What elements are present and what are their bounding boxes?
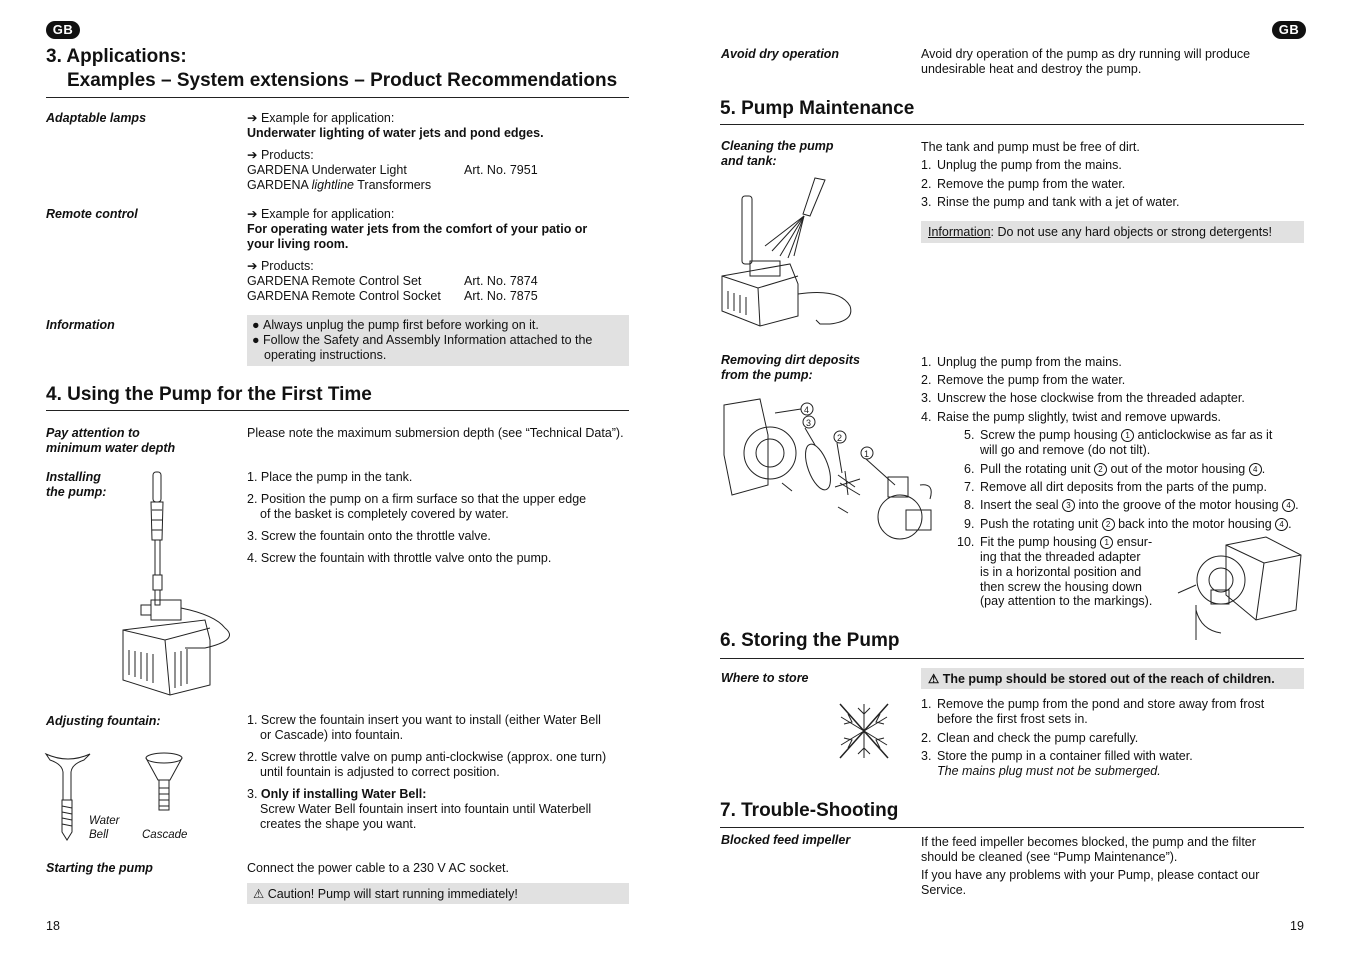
store-step-1: 1. Remove the pump from the pond and store away from frost: [921, 697, 1265, 711]
clean-label-2: and tank:: [721, 154, 777, 168]
svg-text:3: 3: [806, 418, 812, 428]
start-text: Connect the power cable to a 230 V AC socket.: [247, 861, 509, 875]
product-lightline-transformers: GARDENA lightline Transformers: [247, 178, 432, 192]
remote-control-example-prefix: ➔ Example for application:: [247, 207, 395, 221]
svg-text:1: 1: [864, 449, 870, 459]
pump-fountain-illustration: [115, 470, 245, 700]
section5-title: 5. Pump Maintenance: [720, 98, 915, 119]
adjust-step-3-cont: Screw Water Bell fountain insert into fountain until Waterbell: [260, 802, 592, 816]
clean-intro: The tank and pump must be free of dirt.: [921, 140, 1140, 154]
adjust-step-2: 2. Screw throttle valve on pump anti-clockwise (approx. one turn): [247, 750, 607, 764]
remove-step-8: 8. Insert the seal 3 into the groove of the motor housing 4 .: [964, 498, 1299, 512]
depth-label-2: minimum water depth: [46, 441, 176, 455]
remove-step-10-cont-4: (pay attention to the markings).: [980, 594, 1153, 608]
install-step-2-cont: of the basket is completely covered by water.: [260, 507, 509, 521]
trouble-text-4: Service.: [921, 883, 967, 897]
install-step-4: 4. Screw the fountain with throttle valve onto the pump.: [247, 551, 552, 565]
left-page: [0, 0, 675, 954]
product-underwater-light-art: Art. No. 7951: [464, 163, 538, 177]
no-frost-snowflake-icon: [836, 700, 892, 762]
install-step-3: 3. Screw the fountain onto the throttle valve.: [247, 529, 491, 543]
remote-control-products-prefix: ➔ Products:: [247, 259, 314, 273]
right-page: [676, 0, 1351, 954]
trouble-text-3: If you have any problems with your Pump, please contact our: [921, 868, 1260, 882]
adaptable-lamps-products-prefix: ➔ Products:: [247, 148, 314, 162]
remove-step-2: 2. Remove the pump from the water.: [921, 373, 1126, 387]
remove-step-5: 5. Screw the pump housing 1 anticlockwise as far as it: [964, 428, 1273, 442]
section3-rule: [46, 97, 629, 98]
information-bullet-2-cont: operating instructions.: [264, 348, 387, 362]
svg-text:4: 4: [804, 405, 810, 415]
gb-language-badge: GB: [46, 21, 80, 39]
clean-step-3: 3. Rinse the pump and tank with a jet of water.: [921, 195, 1180, 209]
remove-step-6: 6. Pull the rotating unit 2 out of the motor housing 4 .: [964, 462, 1266, 476]
adjust-step-1: 1. Screw the fountain insert you want to install (either Water Bell: [247, 713, 601, 727]
cascade-label: Cascade: [142, 829, 188, 841]
adjust-label: Adjusting fountain:: [46, 714, 161, 728]
install-step-2: 2. Position the pump on a firm surface so that the upper edge: [247, 492, 587, 506]
blocked-impeller-label: Blocked feed impeller: [721, 833, 851, 847]
install-label-1: Installing: [46, 470, 101, 484]
store-step-1-cont: before the first frost sets in.: [937, 712, 1088, 726]
remove-step-3: 3. Unscrew the hose clockwise from the threaded adapter.: [921, 391, 1245, 405]
storage-warning-text: ⚠ The pump should be stored out of the reach of children.: [928, 672, 1275, 686]
section4-title: 4. Using the Pump for the First Time: [46, 384, 372, 405]
remove-step-7: 7. Remove all dirt deposits from the parts of the pump.: [964, 480, 1267, 494]
product-remote-control-set: GARDENA Remote Control Set: [247, 274, 422, 288]
pump-cleaning-illustration: [720, 176, 860, 331]
adjust-step-1-cont: or Cascade) into fountain.: [260, 728, 404, 742]
section3-title-line2: Examples – System extensions – Product Recommendations: [67, 70, 618, 91]
install-step-1: 1. Place the pump in the tank.: [247, 470, 413, 484]
adaptable-lamps-example-prefix: ➔ Example for application:: [247, 111, 395, 125]
depth-text: Please note the maximum submersion depth (see “Technical Data”).: [247, 426, 624, 440]
clean-step-2: 2. Remove the pump from the water.: [921, 177, 1126, 191]
section4-rule: [46, 410, 629, 411]
adjust-step-2-cont: until fountain is adjusted to correct position.: [260, 765, 500, 779]
remove-step-1: 1. Unplug the pump from the mains.: [921, 355, 1122, 369]
information-bullet-2: ● Follow the Safety and Assembly Information attached to the: [252, 333, 593, 347]
water-bell-label-2: Bell: [89, 829, 109, 841]
adaptable-lamps-example-text: Underwater lighting of water jets and pond edges.: [247, 126, 544, 140]
product-remote-control-socket: GARDENA Remote Control Socket: [247, 289, 441, 303]
warning-triangle-icon: ⚠: [928, 672, 940, 686]
maintenance-info-text: Information: Do not use any hard objects or strong detergents!: [928, 225, 1272, 239]
remove-step-10: 10. Fit the pump housing 1 ensur-: [957, 535, 1153, 549]
dry-operation-text-1: Avoid dry operation of the pump as dry running will produce: [921, 47, 1251, 61]
adjust-step-3: 3. Only if installing Water Bell:: [247, 787, 427, 801]
dry-operation-label: Avoid dry operation: [721, 47, 840, 61]
information-bullet-1: ● Always unplug the pump first before working on it.: [252, 318, 539, 332]
product-remote-control-socket-art: Art. No. 7875: [464, 289, 538, 303]
clean-step-1: 1. Unplug the pump from the mains.: [921, 158, 1122, 172]
product-underwater-light: GARDENA Underwater Light: [247, 163, 407, 177]
page-number-left: 18: [46, 919, 60, 933]
section3-title-line1: 3. Applications:: [46, 46, 187, 67]
information-label: Information: [46, 318, 115, 332]
depth-label-1: Pay attention to: [46, 426, 140, 440]
svg-text:2: 2: [837, 433, 843, 443]
page-number-right: 19: [1290, 919, 1304, 933]
warning-triangle-icon: ⚠: [253, 887, 265, 901]
remove-step-10-cont-3: then screw the housing down: [980, 580, 1142, 594]
section6-title: 6. Storing the Pump: [720, 630, 900, 651]
store-step-2: 2. Clean and check the pump carefully.: [921, 731, 1139, 745]
section5-rule: [720, 124, 1304, 125]
remove-step-5-cont: will go and remove (do not tilt).: [980, 443, 1151, 457]
remote-control-example-text-1: For operating water jets from the comfort of your patio or: [247, 222, 588, 236]
adjust-step-3-cont-2: creates the shape you want.: [260, 817, 417, 831]
trouble-text-2: should be cleaned (see “Pump Maintenance”).: [921, 850, 1178, 864]
clean-label-1: Cleaning the pump: [721, 139, 834, 153]
remove-step-9: 9. Push the rotating unit 2 back into the motor housing 4 .: [964, 517, 1292, 531]
pump-housing-fitting-illustration: [1176, 535, 1304, 645]
install-label-2: the pump:: [46, 485, 107, 499]
remove-label-2: from the pump:: [721, 368, 813, 382]
remove-step-10-cont-2: is in a horizontal position and: [980, 565, 1142, 579]
section7-title: 7. Trouble-Shooting: [720, 800, 899, 821]
remove-step-10-cont-1: ing that the threaded adapter: [980, 550, 1141, 564]
pump-exploded-illustration: [720, 395, 950, 550]
remove-label-1: Removing dirt deposits: [721, 353, 860, 367]
remove-step-4: 4. Raise the pump slightly, twist and remove upwards.: [921, 410, 1221, 424]
section7-rule: [720, 827, 1304, 828]
start-label: Starting the pump: [46, 861, 153, 875]
section6-rule: [720, 658, 1304, 659]
store-step-3: 3. Store the pump in a container filled with water.: [921, 749, 1193, 763]
adaptable-lamps-label: Adaptable lamps: [46, 111, 147, 125]
dry-operation-text-2: undesirable heat and destroy the pump.: [921, 62, 1142, 76]
remote-control-label: Remote control: [46, 207, 138, 221]
product-remote-control-set-art: Art. No. 7874: [464, 274, 538, 288]
trouble-text-1: If the feed impeller becomes blocked, the pump and the filter: [921, 835, 1256, 849]
gb-language-badge: GB: [1272, 21, 1306, 39]
caution-text: ⚠ Caution! Pump will start running immediately!: [253, 887, 518, 901]
store-step-3-note: The mains plug must not be submerged.: [937, 764, 1161, 778]
water-bell-label-1: Water: [89, 815, 120, 827]
remote-control-example-text-2: your living room.: [247, 237, 349, 251]
where-to-store-label: Where to store: [721, 671, 809, 685]
